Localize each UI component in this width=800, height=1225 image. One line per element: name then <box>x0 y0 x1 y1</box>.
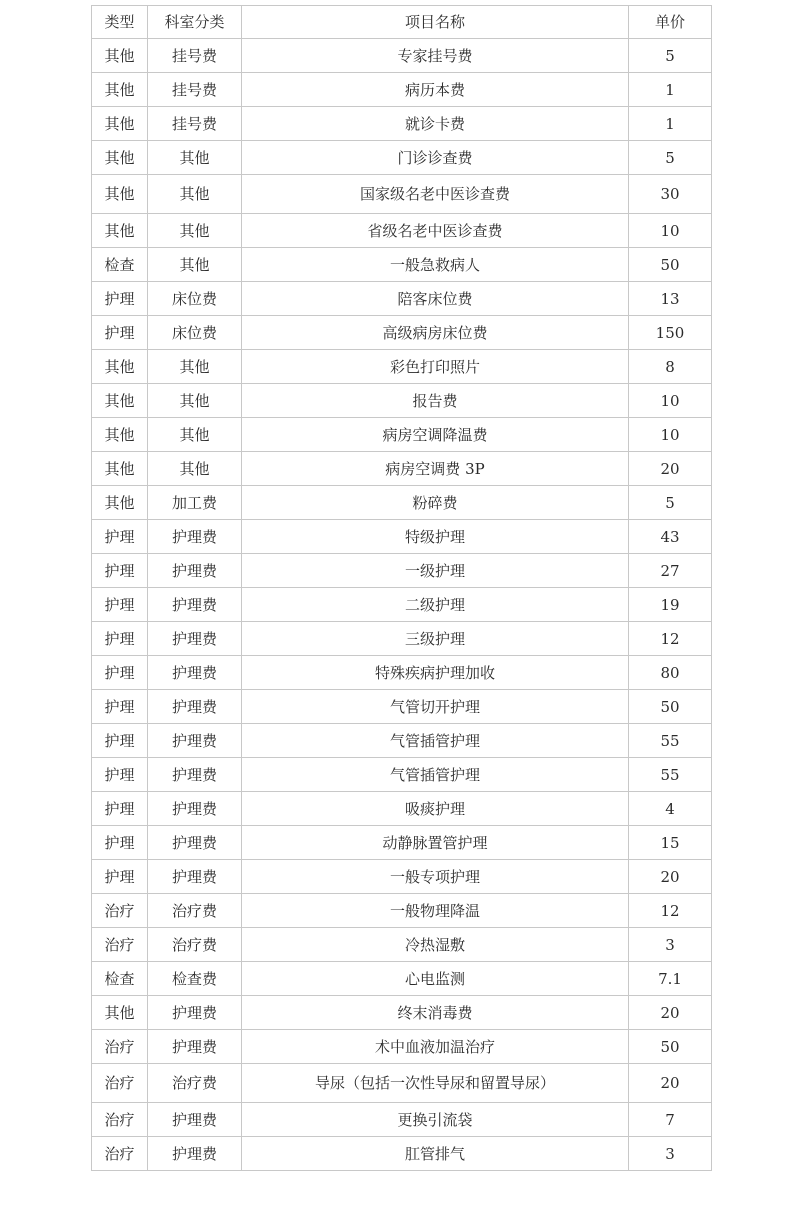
table-row <box>92 1137 712 1171</box>
table-row <box>92 826 712 860</box>
cell-unit-price: 19 <box>629 588 712 622</box>
cell-type: 护理 <box>92 860 148 894</box>
cell-dept: 检查费 <box>148 962 242 996</box>
cell-item-name: 三级护理 <box>242 622 629 656</box>
cell-unit-price: 1 <box>629 107 712 141</box>
cell-type: 护理 <box>92 758 148 792</box>
table-row <box>92 141 712 175</box>
table-row <box>92 1064 712 1103</box>
table-row <box>92 486 712 520</box>
cell-type: 其他 <box>92 350 148 384</box>
cell-dept: 护理费 <box>148 758 242 792</box>
cell-dept: 护理费 <box>148 520 242 554</box>
cell-item-name: 冷热湿敷 <box>242 928 629 962</box>
cell-item-name: 气管切开护理 <box>242 690 629 724</box>
cell-type: 其他 <box>92 39 148 73</box>
cell-dept: 其他 <box>148 248 242 282</box>
cell-item-name: 专家挂号费 <box>242 39 629 73</box>
cell-dept: 其他 <box>148 452 242 486</box>
cell-dept: 其他 <box>148 418 242 452</box>
cell-type: 治疗 <box>92 1064 148 1103</box>
table-row <box>92 282 712 316</box>
cell-type: 护理 <box>92 656 148 690</box>
cell-item-name: 一般急救病人 <box>242 248 629 282</box>
cell-item-name: 导尿（包括一次性导尿和留置导尿） <box>242 1064 629 1103</box>
cell-unit-price: 5 <box>629 39 712 73</box>
cell-unit-price: 20 <box>629 1064 712 1103</box>
cell-type: 治疗 <box>92 894 148 928</box>
cell-dept: 其他 <box>148 175 242 214</box>
table-row <box>92 452 712 486</box>
cell-dept: 加工费 <box>148 486 242 520</box>
cell-type: 其他 <box>92 452 148 486</box>
cell-item-name: 肛管排气 <box>242 1137 629 1171</box>
table-row <box>92 39 712 73</box>
table-row <box>92 248 712 282</box>
cell-type: 护理 <box>92 622 148 656</box>
table-row <box>92 860 712 894</box>
cell-dept: 护理费 <box>148 1137 242 1171</box>
table-body <box>92 39 712 1171</box>
cell-type: 护理 <box>92 520 148 554</box>
cell-type: 护理 <box>92 792 148 826</box>
table-row <box>92 384 712 418</box>
cell-item-name: 气管插管护理 <box>242 724 629 758</box>
cell-unit-price: 20 <box>629 860 712 894</box>
cell-unit-price: 10 <box>629 418 712 452</box>
fee-table <box>91 5 712 1171</box>
cell-unit-price: 5 <box>629 486 712 520</box>
cell-unit-price: 20 <box>629 452 712 486</box>
table-row <box>92 690 712 724</box>
header-type: 类型 <box>92 6 148 39</box>
cell-unit-price: 10 <box>629 384 712 418</box>
cell-unit-price: 7.1 <box>629 962 712 996</box>
cell-dept: 护理费 <box>148 554 242 588</box>
cell-unit-price: 7 <box>629 1103 712 1137</box>
cell-item-name: 一般专项护理 <box>242 860 629 894</box>
cell-item-name: 心电监测 <box>242 962 629 996</box>
cell-item-name: 二级护理 <box>242 588 629 622</box>
cell-type: 其他 <box>92 418 148 452</box>
cell-item-name: 一般物理降温 <box>242 894 629 928</box>
table-row <box>92 520 712 554</box>
cell-item-name: 气管插管护理 <box>242 758 629 792</box>
table-row <box>92 656 712 690</box>
table-row <box>92 1103 712 1137</box>
cell-dept: 治疗费 <box>148 1064 242 1103</box>
cell-unit-price: 50 <box>629 248 712 282</box>
table-row <box>92 554 712 588</box>
header-dept: 科室分类 <box>148 6 242 39</box>
cell-type: 护理 <box>92 282 148 316</box>
cell-dept: 挂号费 <box>148 73 242 107</box>
table-row <box>92 175 712 214</box>
cell-unit-price: 50 <box>629 690 712 724</box>
cell-type: 护理 <box>92 316 148 350</box>
cell-item-name: 吸痰护理 <box>242 792 629 826</box>
table-row <box>92 316 712 350</box>
cell-item-name: 省级名老中医诊查费 <box>242 214 629 248</box>
table-row <box>92 622 712 656</box>
cell-dept: 护理费 <box>148 622 242 656</box>
cell-unit-price: 55 <box>629 724 712 758</box>
cell-type: 其他 <box>92 141 148 175</box>
cell-dept: 床位费 <box>148 316 242 350</box>
cell-item-name: 病历本费 <box>242 73 629 107</box>
table-row <box>92 214 712 248</box>
cell-unit-price: 27 <box>629 554 712 588</box>
table-row <box>92 588 712 622</box>
cell-unit-price: 8 <box>629 350 712 384</box>
cell-type: 其他 <box>92 996 148 1030</box>
cell-unit-price: 3 <box>629 928 712 962</box>
cell-unit-price: 20 <box>629 996 712 1030</box>
cell-type: 护理 <box>92 724 148 758</box>
table-row <box>92 894 712 928</box>
cell-dept: 护理费 <box>148 996 242 1030</box>
table-row <box>92 758 712 792</box>
table-row <box>92 350 712 384</box>
table-row <box>92 73 712 107</box>
cell-dept: 护理费 <box>148 1103 242 1137</box>
cell-item-name: 病房空调降温费 <box>242 418 629 452</box>
cell-dept: 护理费 <box>148 826 242 860</box>
cell-dept: 护理费 <box>148 1030 242 1064</box>
cell-item-name: 病房空调费 3P <box>242 452 629 486</box>
cell-item-name: 特级护理 <box>242 520 629 554</box>
cell-type: 其他 <box>92 175 148 214</box>
cell-unit-price: 5 <box>629 141 712 175</box>
cell-unit-price: 1 <box>629 73 712 107</box>
cell-type: 检查 <box>92 962 148 996</box>
cell-item-name: 报告费 <box>242 384 629 418</box>
table-row <box>92 1030 712 1064</box>
cell-item-name: 一级护理 <box>242 554 629 588</box>
cell-dept: 挂号费 <box>148 107 242 141</box>
cell-item-name: 动静脉置管护理 <box>242 826 629 860</box>
cell-type: 其他 <box>92 73 148 107</box>
cell-unit-price: 10 <box>629 214 712 248</box>
cell-dept: 挂号费 <box>148 39 242 73</box>
cell-item-name: 粉碎费 <box>242 486 629 520</box>
cell-dept: 其他 <box>148 214 242 248</box>
cell-item-name: 更换引流袋 <box>242 1103 629 1137</box>
cell-dept: 治疗费 <box>148 928 242 962</box>
cell-unit-price: 150 <box>629 316 712 350</box>
cell-type: 其他 <box>92 486 148 520</box>
cell-dept: 其他 <box>148 141 242 175</box>
cell-unit-price: 13 <box>629 282 712 316</box>
cell-dept: 护理费 <box>148 860 242 894</box>
cell-type: 其他 <box>92 107 148 141</box>
table-header-row <box>92 6 712 39</box>
cell-item-name: 陪客床位费 <box>242 282 629 316</box>
cell-unit-price: 43 <box>629 520 712 554</box>
cell-item-name: 终末消毒费 <box>242 996 629 1030</box>
table-row <box>92 996 712 1030</box>
cell-dept: 床位费 <box>148 282 242 316</box>
cell-item-name: 特殊疾病护理加收 <box>242 656 629 690</box>
cell-type: 治疗 <box>92 1103 148 1137</box>
table-row <box>92 107 712 141</box>
cell-type: 护理 <box>92 554 148 588</box>
cell-dept: 其他 <box>148 350 242 384</box>
table-row <box>92 792 712 826</box>
table-row <box>92 724 712 758</box>
cell-type: 护理 <box>92 826 148 860</box>
header-unit-price: 单价 <box>629 6 712 39</box>
table-row <box>92 962 712 996</box>
cell-item-name: 彩色打印照片 <box>242 350 629 384</box>
table-row <box>92 928 712 962</box>
header-item-name: 项目名称 <box>242 6 629 39</box>
cell-dept: 治疗费 <box>148 894 242 928</box>
cell-unit-price: 4 <box>629 792 712 826</box>
cell-unit-price: 30 <box>629 175 712 214</box>
cell-type: 检查 <box>92 248 148 282</box>
cell-type: 治疗 <box>92 928 148 962</box>
cell-item-name: 高级病房床位费 <box>242 316 629 350</box>
cell-type: 治疗 <box>92 1137 148 1171</box>
cell-unit-price: 50 <box>629 1030 712 1064</box>
cell-unit-price: 12 <box>629 894 712 928</box>
cell-dept: 护理费 <box>148 588 242 622</box>
cell-dept: 护理费 <box>148 792 242 826</box>
cell-dept: 护理费 <box>148 724 242 758</box>
cell-unit-price: 12 <box>629 622 712 656</box>
cell-unit-price: 15 <box>629 826 712 860</box>
cell-type: 其他 <box>92 214 148 248</box>
cell-type: 护理 <box>92 588 148 622</box>
cell-dept: 护理费 <box>148 690 242 724</box>
cell-type: 治疗 <box>92 1030 148 1064</box>
cell-unit-price: 55 <box>629 758 712 792</box>
cell-dept: 护理费 <box>148 656 242 690</box>
cell-dept: 其他 <box>148 384 242 418</box>
table-row <box>92 418 712 452</box>
cell-item-name: 门诊诊查费 <box>242 141 629 175</box>
cell-item-name: 术中血液加温治疗 <box>242 1030 629 1064</box>
cell-unit-price: 3 <box>629 1137 712 1171</box>
cell-unit-price: 80 <box>629 656 712 690</box>
cell-type: 其他 <box>92 384 148 418</box>
cell-type: 护理 <box>92 690 148 724</box>
cell-item-name: 国家级名老中医诊查费 <box>242 175 629 214</box>
cell-item-name: 就诊卡费 <box>242 107 629 141</box>
